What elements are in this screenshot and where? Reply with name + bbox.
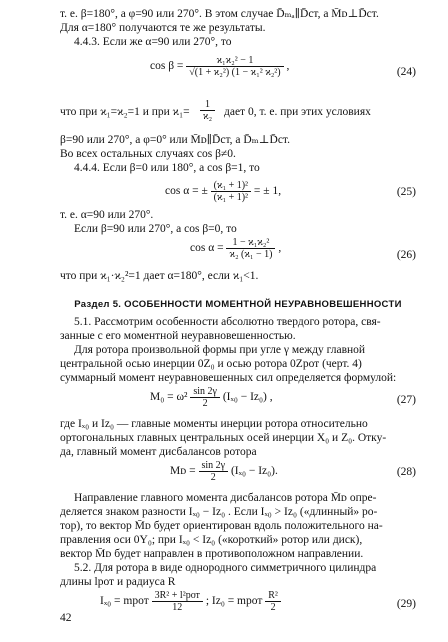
equation-number: (26) [396, 249, 416, 261]
text-line: Во всех остальных случаях cos β≠0. [60, 148, 236, 160]
equation-number: (28) [396, 466, 416, 478]
text-line: правления оси 0Y₀; при Iₓ₀ < Iᴢ₀ («короткий» ротор или диск), [60, 534, 363, 546]
text-line: что при ϰ₁=ϰ₂=1 и при ϰ₁= [60, 106, 190, 118]
text-line: длины lрот и радиуса R [60, 576, 176, 588]
equation-29: Iₓ₀ = mрот $\frac{\text{3R² + l²рот}}{12}$ ; Iᴢ₀ = mрот $\frac{\text{R²}}{2}$ [100, 590, 281, 613]
text-line: Для α=180° получаются те же результаты. [60, 22, 266, 34]
text-line: дает 0, т. е. при этих условиях [224, 106, 371, 118]
text-line: где Iₓ₀ и Iᴢ₀ — главные моменты инерции ротора относительно [60, 418, 368, 430]
text-line: суммарный момент неуравновешенных сил определяется формулой: [60, 372, 397, 384]
equation-number: (29) [396, 598, 416, 610]
inline-fraction: $\frac{1}{\text{ϰ₂}}$ [200, 99, 215, 122]
text-line: тор), то вектор M̄ᴅ будет ориентирован вдоль положительного на- [60, 520, 383, 532]
text-line: 4.4.4. Если β=0 или 180°, а cos β=1, то [74, 162, 260, 174]
text-line: 4.4.3. Если же α=90 или 270°, то [74, 36, 232, 48]
text-line: занные с его моментной неуравновешенностью. [60, 330, 296, 342]
text-line: Для ротора произвольной формы при угле γ между главной [74, 344, 366, 356]
text-line: деляется знаком разности Iₓ₀ − Iᴢ₀ . Если Iₓ₀ > Iᴢ₀ («длинный» ро- [60, 506, 378, 518]
text-line: 5.1. Рассмотрим особенности абсолютно твердого ротора, свя- [74, 316, 381, 328]
section-heading: Раздел 5. ОСОБЕННОСТИ МОМЕНТНОЙ НЕУРАВНОВЕШЕННОСТИ [74, 299, 402, 310]
text-line: т. е. α=90 или 270°. [60, 209, 154, 221]
equation-number: (24) [396, 66, 416, 78]
equation-number: (25) [396, 186, 416, 198]
text-line: что при ϰ₁·ϰ₂²=1 дает α=180°, если ϰ₁<1. [60, 270, 259, 282]
text-line: центральной осью инерции 0Z₀ и осью ротора 0Zрот (черт. 4) [60, 358, 362, 370]
text-line: 5.2. Для ротора в виде однородного симметричного цилиндра [74, 562, 377, 574]
text-line: ортогональных главных центральных осей инерции X₀ и Z₀. Отку- [60, 432, 387, 444]
text-line: β=90 или 270°, а φ=0° или M̄ᴅ∥D̄ст, а D̄ₘ⊥D̄ст. [60, 134, 290, 146]
equation-28: Mᴅ = $\frac{\sin 2\gamma}{2}$ (Iₓ₀ − Iᴢ₀). [170, 460, 278, 483]
text-line: Направление главного момента дисбалансов ротора M̄ᴅ опре- [74, 492, 377, 504]
equation-25: cos α = ± $\frac{\text{(ϰ₁ + 1)²}}{\text{(ϰ₁ + 1)²}}$ = ± 1, [165, 180, 282, 203]
page-number: 42 [60, 612, 72, 624]
equation-27: M₀ = ω² $\frac{\sin 2\gamma}{2}$ (Iₓ₀ − Iᴢ₀) , [150, 386, 273, 409]
text-line: т. е. β=180°, а φ=90 или 270°. В этом случае D̄ₘₐ∥D̄ст, а M̄ᴅ⊥D̄ст. [60, 8, 379, 20]
text-line: да, главный момент дисбалансов ротора [60, 446, 257, 458]
equation-number: (27) [396, 394, 416, 406]
text-line: Если β=90 или 270°, а cos β=0, то [74, 223, 237, 235]
equation-26: cos α = $\frac{\text{1 − ϰ₁ϰ₂²}}{\text{ϰ₂ (ϰ₁ − 1)}}$ , [190, 237, 282, 260]
text-line: вектор M̄ᴅ будет направлен в противоположном направлении. [60, 548, 364, 560]
equation-24: cos β = $\frac{\text{ϰ₁ϰ₂² − 1}}{\text{√(1 + ϰ₂²) (1 − ϰ₁² ϰ₂²)}}$ , [150, 55, 290, 78]
